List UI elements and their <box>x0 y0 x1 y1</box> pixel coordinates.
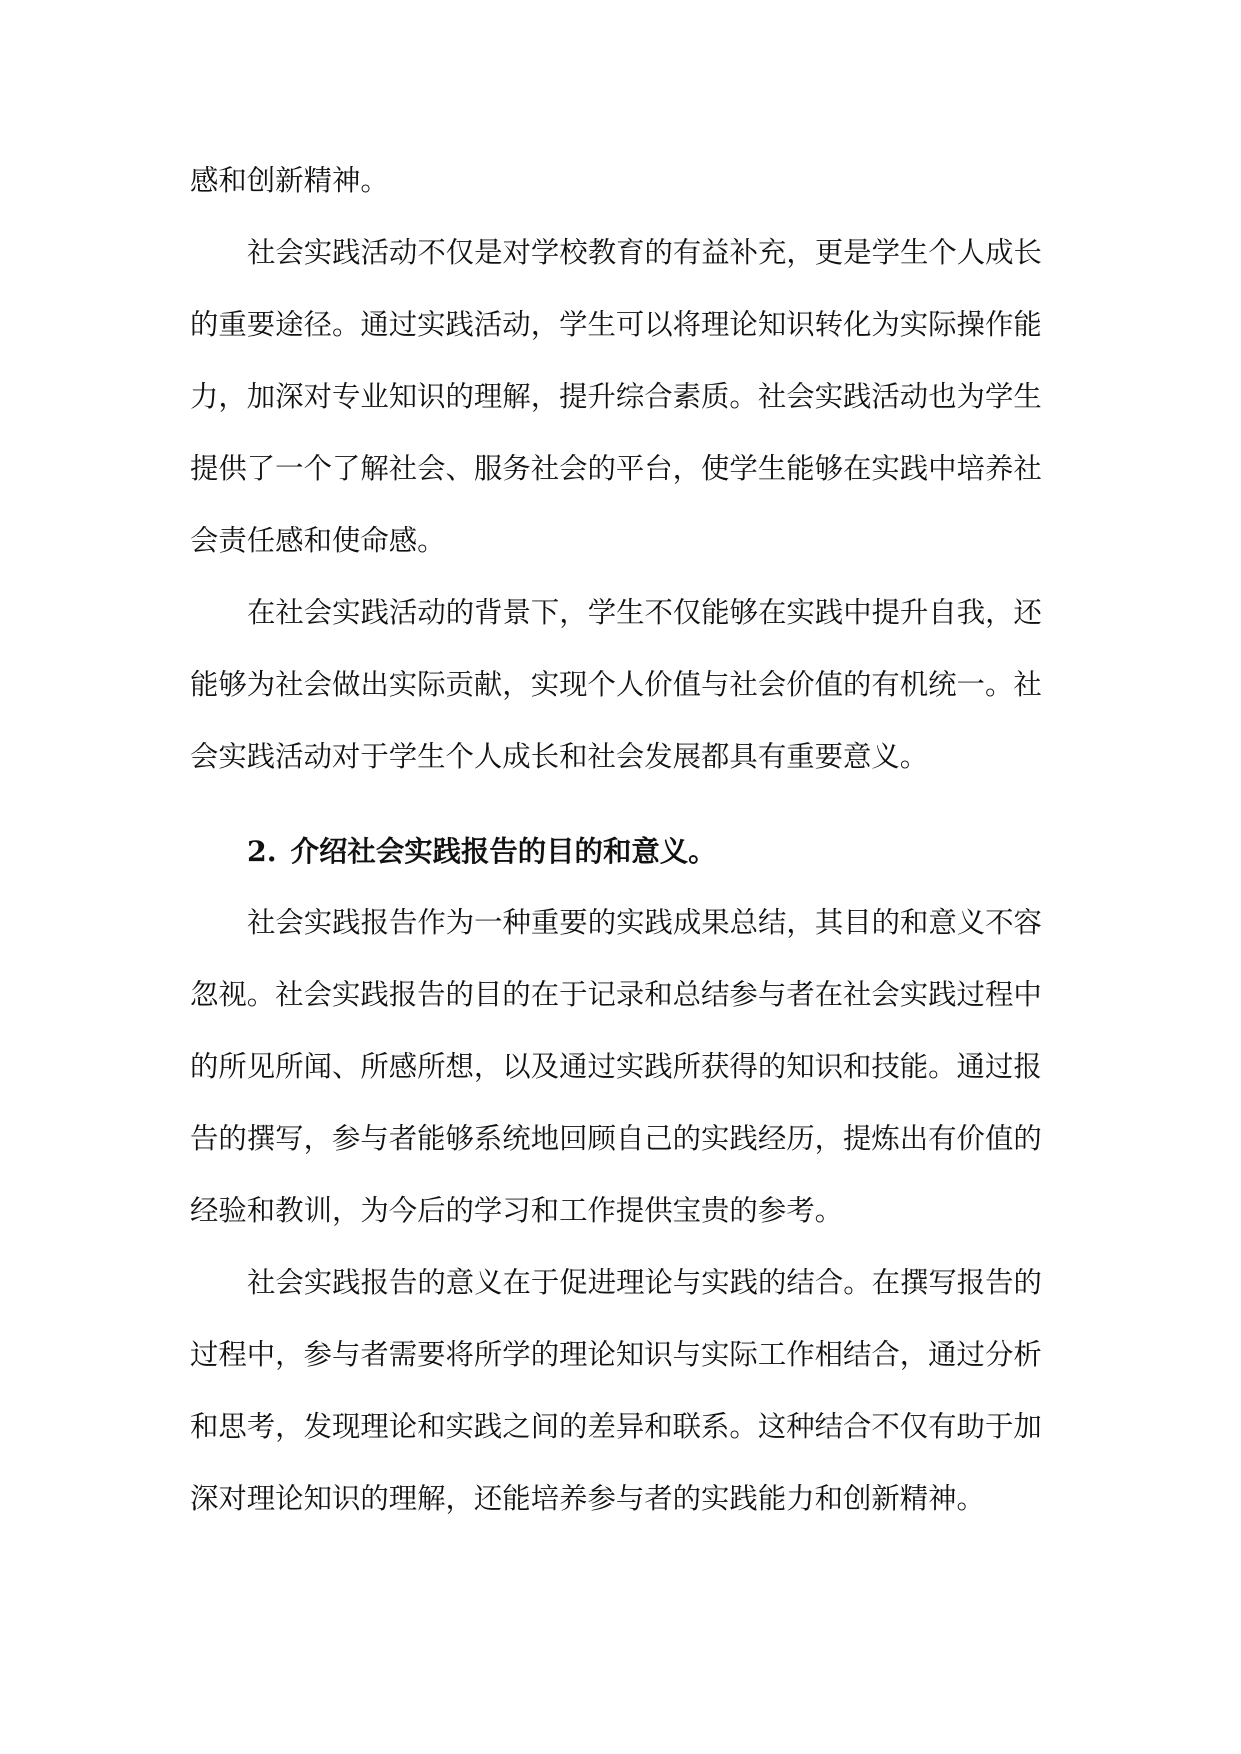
paragraph-line: 提供了一个了解社会、服务社会的平台，使学生能够在实践中培养社 <box>190 452 1042 485</box>
paragraph-line: 力，加深对专业知识的理解，提升综合素质。社会实践活动也为学生 <box>190 380 1042 413</box>
paragraph-line: 的重要途径。通过实践活动，学生可以将理论知识转化为实际操作能 <box>190 308 1042 341</box>
section-spacer <box>190 793 1054 815</box>
paragraph-line: 过程中，参与者需要将所学的理论知识与实际工作相结合，通过分析 <box>190 1338 1042 1371</box>
paragraph-line: 社会实践活动不仅是对学校教育的有益补充，更是学生个人成长 <box>247 236 1042 269</box>
paragraph-line: 忽视。社会实践报告的目的在于记录和总结参与者在社会实践过程中 <box>190 978 1042 1011</box>
paragraph-line: 能够为社会做出实际贡献，实现个人价值与社会价值的有机统一。社 <box>190 668 1042 701</box>
document-body <box>190 145 1054 1535</box>
paragraph-line: 和思考，发现理论和实践之间的差异和联系。这种结合不仅有助于加 <box>190 1410 1042 1443</box>
paragraph-line: 的所见所闻、所感所想，以及通过实践所获得的知识和技能。通过报 <box>190 1050 1042 1083</box>
section-title: 介绍社会实践报告的目的和意义。 <box>290 834 717 868</box>
section-heading <box>190 815 1054 887</box>
paragraph-line: 在社会实践活动的背景下，学生不仅能够在实践中提升自我，还 <box>247 596 1042 629</box>
paragraph-line: 经验和教训，为今后的学习和工作提供宝贵的参考。 <box>190 1194 843 1227</box>
paragraph-line: 深对理论知识的理解，还能培养参与者的实践能力和创新精神。 <box>190 1482 985 1515</box>
paragraph-line: 告的撰写，参与者能够系统地回顾自己的实践经历，提炼出有价值的 <box>190 1122 1042 1155</box>
section-number: 2. <box>247 834 277 868</box>
paragraph-line: 感和创新精神。 <box>190 164 389 197</box>
paragraph-line: 会责任感和使命感。 <box>190 524 446 557</box>
paragraph-line: 社会实践报告作为一种重要的实践成果总结，其目的和意义不容 <box>247 906 1042 939</box>
paragraph-line: 社会实践报告的意义在于促进理论与实践的结合。在撰写报告的 <box>247 1266 1042 1299</box>
paragraph-line: 会实践活动对于学生个人成长和社会发展都具有重要意义。 <box>190 740 929 773</box>
